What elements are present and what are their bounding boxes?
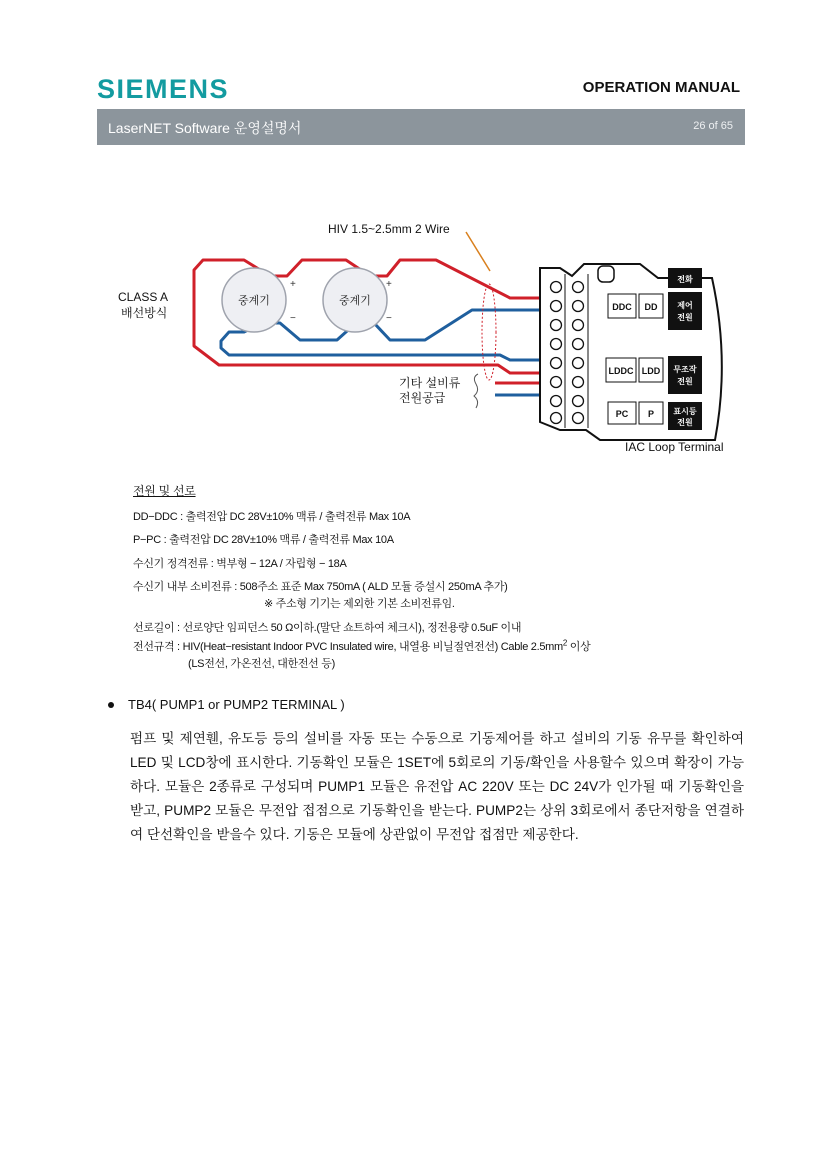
class-a-label: CLASS A	[118, 290, 169, 304]
terminal-indicator-2: 전원	[677, 418, 693, 427]
section-tb4-title	[108, 697, 345, 712]
section-tb4-title-text: TB4( PUMP1 or PUMP2 TERMINAL )	[128, 697, 345, 712]
terminal-phone: 전화	[677, 275, 693, 284]
spec-cable-text: 전선규격 : HIV(Heat−resistant Indoor PVC Insulated wire, 내열용 비닐절연전선) Cable 2.5mm	[133, 641, 563, 653]
power-label-1: 기타 설비류	[399, 376, 461, 390]
terminal-lddc: LDDC	[608, 366, 634, 376]
terminal-ldd: LDD	[641, 366, 661, 376]
terminal-indicator-1: 표시등	[673, 407, 697, 416]
banner-title: LaserNET Software 운영설명서	[108, 120, 302, 136]
terminal-manual-2: 전원	[677, 377, 693, 386]
siemens-logo: SIEMENS	[97, 74, 230, 104]
terminal-pc: PC	[615, 409, 629, 419]
spec-cable-brands: (LS전선, 가온전선, 대한전선 등)	[188, 658, 335, 670]
relay-device-1	[222, 268, 286, 332]
power-label-brace	[474, 374, 478, 408]
bullet-icon	[108, 702, 114, 708]
specs-heading: 전원 및 선로	[133, 484, 196, 498]
section-tb4-paragraph: 펌프 및 제연휀, 유도등 등의 설비를 자동 또는 수동으로 기동제어를 하고 설비의 기동 유무를 확인하여 LED 및 LCD창에 표시한다. 기동확인 모듈은 1SET에 5회로의 기동/확인을 사용할수 있으며 확장이 가능하다. 모듈은 2종류로 구성되며 PUMP1 모듈은 유전압 AC 220V 또는 DC 24V가 인가될 때 기동확인을 받고, PUMP2 모듈은 무전압 접점으로 기동확인을 받는다. PUMP2는 상위 3회로에서 종단저항을 연결하여 단선확인을 받을수 있다. 기동은 모듈에 상관없이 무전압 접점만 제공한다.	[130, 731, 744, 842]
terminal-ddc: DDC	[612, 302, 632, 312]
spec-p-pc: P−PC : 출력전압 DC 28V±10% 맥류 / 출력전류 Max 10A	[133, 534, 394, 546]
relay-device-1-label: 중계기	[238, 295, 270, 307]
iac-terminal-label: IAC Loop Terminal	[625, 440, 724, 454]
wire-spec-label: HIV 1.5~2.5mm 2 Wire	[328, 222, 450, 236]
wire-label-pointer	[466, 232, 490, 271]
relay-1-plus: +	[290, 279, 296, 290]
page-indicator: 26 of 65	[693, 120, 733, 132]
spec-receiver-internal: 수신기 내부 소비전류 : 508주소 표준 Max 750mA ( ALD 모듈 증설시 250mA 추가)	[133, 581, 508, 593]
terminal-control-1: 제어	[677, 301, 693, 310]
power-label-2: 전원공급	[399, 391, 446, 405]
terminal-manual-1: 무조작	[673, 365, 697, 374]
terminal-dd: DD	[644, 302, 658, 312]
wiring-method-label: 배선방식	[121, 306, 168, 320]
spec-cable-tail: 이상	[567, 641, 591, 653]
spec-dd-ddc: DD−DDC : 출력전압 DC 28V±10% 맥류 / 출력전류 Max 10A	[133, 511, 411, 523]
wiring-diagram	[0, 0, 820, 470]
spec-cable	[133, 638, 590, 654]
relay-device-2-label: 중계기	[339, 295, 371, 307]
relay-device-2	[323, 268, 387, 332]
spec-note: ※ 주소형 기기는 제외한 기본 소비전류임.	[264, 598, 455, 610]
relay-2-plus: +	[386, 279, 392, 290]
terminal-control-2: 전원	[677, 313, 693, 322]
spec-line-length: 선로길이 : 선로양단 임피던스 50 Ω이하.(말단 쇼트하여 체크시), 정전용량 0.5uF 이내	[133, 622, 522, 634]
spec-receiver-rated: 수신기 정격전류 : 벽부형 − 12A / 자립형 − 18A	[133, 558, 347, 570]
relay-1-minus: −	[290, 313, 296, 324]
terminal-p: P	[647, 409, 655, 419]
document-title: OPERATION MANUAL	[582, 79, 740, 96]
relay-2-minus: −	[386, 313, 392, 324]
spec-cable-sup: 2	[562, 638, 568, 648]
